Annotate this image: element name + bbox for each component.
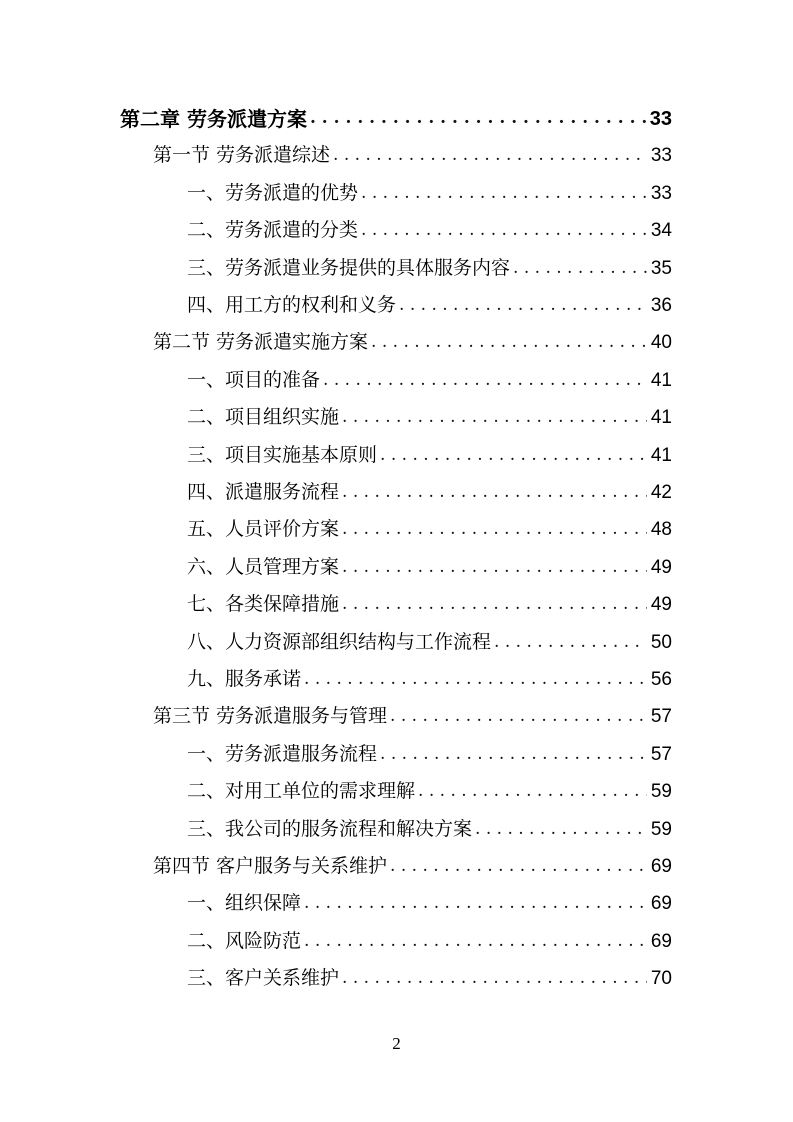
toc-subsection[interactable] <box>187 362 672 399</box>
toc-entry-label: 一、组织保障 <box>187 892 302 915</box>
toc-entry-page: 69 <box>650 856 672 877</box>
toc-subsection[interactable] <box>187 736 672 773</box>
toc-entry-page: 35 <box>650 257 672 279</box>
toc-entry-label: 二、风险防范 <box>187 929 302 952</box>
toc-entry-page: 33 <box>650 145 672 167</box>
toc-entry-page: 57 <box>650 743 672 765</box>
toc-subsection[interactable] <box>187 511 672 548</box>
toc-dot-leader <box>342 559 647 576</box>
toc-entry-page: 33 <box>650 182 672 204</box>
toc-entry-label: 八、人力资源部组织结构与工作流程 <box>187 630 492 653</box>
toc-entry-label: 一、项目的准备 <box>187 368 321 391</box>
toc-subsection[interactable] <box>187 549 672 586</box>
toc-entry-page: 48 <box>650 519 672 541</box>
toc-entry-page: 36 <box>650 295 672 316</box>
toc-dot-leader <box>361 185 647 202</box>
toc-dot-leader <box>380 447 647 464</box>
toc-dot-leader <box>333 147 647 164</box>
toc-entry-label: 第二节 劳务派遣实施方案 <box>153 331 369 354</box>
toc-entry-label: 一、劳务派遣的优势 <box>187 181 359 204</box>
toc-dot-leader <box>513 260 647 277</box>
toc-section[interactable] <box>153 137 672 174</box>
toc-entry-page: 41 <box>650 369 672 391</box>
toc-entry-page: 59 <box>650 818 672 840</box>
toc-chapter[interactable] <box>120 100 672 137</box>
toc-entry-label: 第三节 劳务派遣服务与管理 <box>153 705 388 728</box>
toc-entry-page: 50 <box>650 631 672 653</box>
toc-entry-label: 三、客户关系维护 <box>187 967 340 990</box>
toc-entry-label: 三、我公司的服务流程和解决方案 <box>187 817 473 840</box>
toc-subsection[interactable] <box>187 773 672 810</box>
toc-dot-leader <box>475 821 647 838</box>
toc-entry-label: 六、人员管理方案 <box>187 555 340 578</box>
toc-subsection[interactable] <box>187 960 672 997</box>
toc-subsection[interactable] <box>187 661 672 698</box>
toc-entry-label: 五、人员评价方案 <box>187 518 340 541</box>
toc-entry-page: 42 <box>650 482 672 503</box>
toc-entry-page: 34 <box>650 220 672 242</box>
toc-section[interactable] <box>153 324 672 361</box>
toc-dot-leader <box>342 521 647 538</box>
toc-subsection[interactable] <box>187 586 672 623</box>
toc-entry-page: 57 <box>650 706 672 728</box>
toc-dot-leader <box>342 409 647 426</box>
toc-dot-leader <box>361 222 647 239</box>
toc-dot-leader <box>390 858 647 875</box>
toc-dot-leader <box>323 372 647 389</box>
toc-subsection[interactable] <box>187 437 672 474</box>
toc-entry-label: 第一节 劳务派遣综述 <box>153 144 331 167</box>
toc-section[interactable] <box>153 848 672 885</box>
toc-entry-page: 70 <box>650 968 672 990</box>
toc-dot-leader <box>342 596 647 613</box>
toc-subsection[interactable] <box>187 885 672 922</box>
toc-entry-label: 四、用工方的权利和义务 <box>187 294 397 316</box>
toc-entry-label: 三、项目实施基本原则 <box>187 443 378 466</box>
page-number: 2 <box>392 1034 401 1053</box>
toc-dot-leader <box>418 783 647 800</box>
toc-subsection[interactable] <box>187 923 672 960</box>
toc-subsection[interactable] <box>187 399 672 436</box>
toc-entry-page: 41 <box>650 444 672 466</box>
toc-chapter-label: 第二章 劳务派遣方案 <box>120 106 307 131</box>
toc-entry-label: 二、劳务派遣的分类 <box>187 219 359 242</box>
toc-entry-label: 二、项目组织实施 <box>187 406 340 429</box>
toc-dot-leader <box>380 746 647 763</box>
toc-entry-page: 56 <box>650 669 672 690</box>
toc-dot-leader <box>304 895 647 912</box>
toc-entry-page: 69 <box>650 930 672 952</box>
toc-subsection[interactable] <box>187 250 672 287</box>
toc-entry-page: 40 <box>650 332 672 354</box>
toc-subsection[interactable] <box>187 474 672 511</box>
toc-dot-leader <box>310 110 646 127</box>
toc-entry-label: 一、劳务派遣服务流程 <box>187 742 378 765</box>
toc-entry-page: 49 <box>650 594 672 616</box>
toc-dot-leader <box>342 970 647 987</box>
toc-dot-leader <box>304 933 647 950</box>
toc-entry-page: 59 <box>650 781 672 803</box>
toc-dot-leader <box>494 634 647 651</box>
toc-entry-label: 四、派遣服务流程 <box>187 481 340 503</box>
toc-entry-page: 69 <box>650 893 672 915</box>
toc-subsection[interactable] <box>187 811 672 848</box>
toc-entry-page: 49 <box>650 556 672 578</box>
toc-entry-page: 41 <box>650 407 672 429</box>
toc-dot-leader <box>371 334 647 351</box>
toc-dot-leader <box>304 671 647 688</box>
toc-entry-label: 二、对用工单位的需求理解 <box>187 780 416 803</box>
toc-section[interactable] <box>153 698 672 735</box>
toc-chapter-page: 33 <box>649 107 672 130</box>
toc-subsection[interactable] <box>187 212 672 249</box>
toc-dot-leader <box>342 484 647 501</box>
toc-dot-leader <box>390 708 647 725</box>
toc-subsection[interactable] <box>187 175 672 212</box>
toc-subsection[interactable] <box>187 624 672 661</box>
toc-entry-label: 九、服务承诺 <box>187 668 302 690</box>
toc-entry-label: 七、各类保障措施 <box>187 593 340 616</box>
toc-subsection[interactable] <box>187 287 672 324</box>
toc-dot-leader <box>399 297 647 314</box>
toc-entry-label: 第四节 客户服务与关系维护 <box>153 855 388 877</box>
toc-entry-label: 三、劳务派遣业务提供的具体服务内容 <box>187 256 511 279</box>
